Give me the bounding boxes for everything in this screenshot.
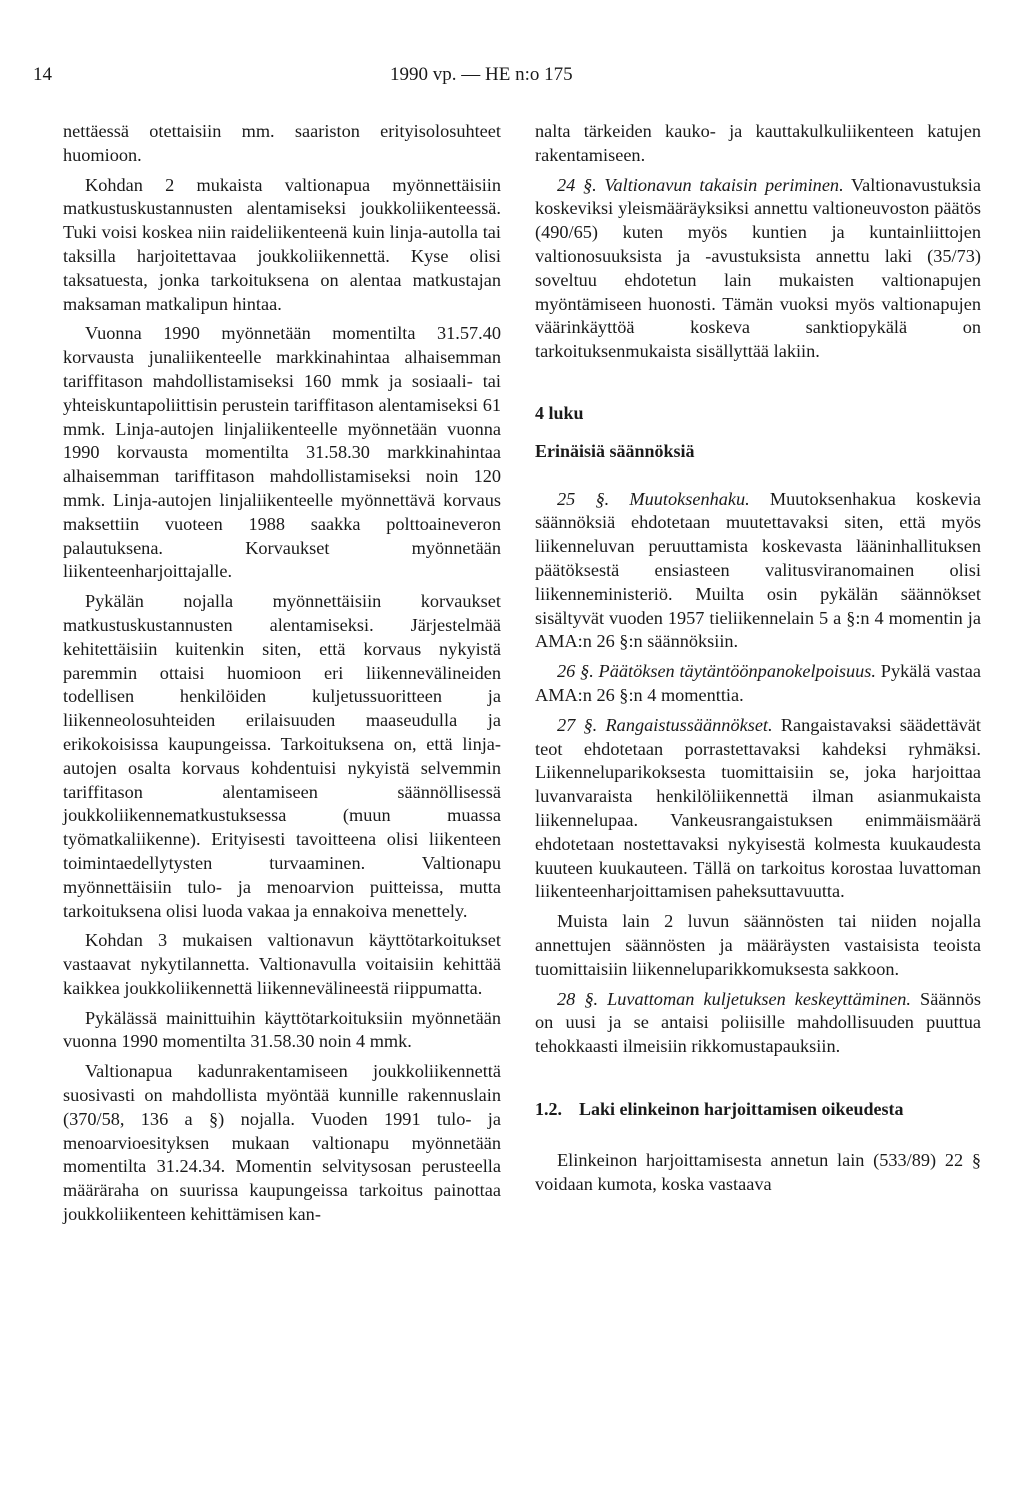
- paragraph-text: Kohdan 2 mukaista valtionapua myönnettäisiin matkustuskustannusten alentamiseksi joukkoliikenteessä. Tuki voisi koskea niin raideliikenteenä kuin linja-autolla tai taksilla harjoitettavaa joukkoliikennettä. Kyse olisi taksatuesta, jonka tarkoituksena on alentaa matkustajan maksaman matkalipun hintaa.: [63, 174, 501, 314]
- paragraph-text: Valtionavustuksia koskeviksi yleismääräyksiksi annettu valtioneuvoston päätös (490/65) kuten myös kuntien ja kuntainliittojen valtionosuuksista ja -avustuksista annettu laki (35/73) soveltuu ehdotetun lain mukaisten valtionapujen myöntämiseen huonosti. Tämän vuoksi myös valtionapujen väärinkäyttöä koskeva sanktiopykälä on tarkoituksenmukaista sisällyttää lakiin.: [535, 174, 981, 362]
- subsection-number: 1.2.: [535, 1098, 562, 1119]
- page-number: 14: [33, 64, 52, 85]
- paragraph: [63, 322, 501, 584]
- paragraph-text: Rangaistavaksi säädettävät teot ehdotetaan porrastettavaksi kahdeksi ryhmäksi. Liikenneluparikoksesta tuomittaisiin se, joka harjoittaa luvanvaraista henkilöliikennettä ilman asianmukaista liikennelupaa. Vankeusrangaistuksen enimmäismäärä ehdotetaan nostettavaksi nykyisestä kolmesta kuukaudesta kuuteen kuukauteen. Tällä on tarkoitus korostaa luvattoman liikenteenharjoittamisen paheksuttavuutta.: [535, 714, 981, 902]
- paragraph-text: nettäessä otettaisiin mm. saariston erityisolosuhteet huomioon.: [63, 121, 501, 165]
- section-heading: 24 §. Valtionavun takaisin periminen.: [557, 174, 844, 195]
- paragraph: [63, 929, 501, 1000]
- right-intro: [535, 120, 981, 364]
- paragraph: [535, 1149, 981, 1197]
- paragraph-text: Kohdan 3 mukaisen valtionavun käyttötarkoitukset vastaavat nykytilannetta. Valtionavulla voitaisiin kehittää kaikkea joukkoliikennettä liikennevälineestä riippumatta.: [63, 930, 501, 998]
- paragraph-text: Pykälän nojalla myönnettäisiin korvaukset matkustuskustannusten alentamiseksi. Järjestelmää kehitettäisiin kuitenkin siten, että korvaus nykyistä paremmin ottaisi huomioon eri liikennevälineiden todellisen henkilöiden kuljetussuoritteen ja liikenneolosuhteiden erilaisuuden maaseudulla ja erikokoisissa kaupungeissa. Tarkoituksena on, että linja-autojen osalta korvaus kohdentuisi nykyistä selvemmin tariffitason alentamiseen säännöllisessä joukkoliikennematkustuksessa (muun muassa työmatkaliikenne). Erityisesti tavoitteena olisi liikenteen toimintaedellytysten turvaaminen. Valtionapu myönnettäisiin tulo- ja menoarvion puitteissa, mutta tarkoituksena olisi luoda vakaa ja ennakoiva menettely.: [63, 591, 501, 921]
- paragraph-text: Elinkeinon harjoittamisesta annetun lain (533/89) 22 § voidaan kumota, koska vastaava: [535, 1149, 981, 1194]
- paragraph: [63, 1060, 501, 1227]
- right-closing: [535, 1149, 981, 1197]
- paragraph: [63, 120, 501, 168]
- paragraph-text: Pykälässä mainittuihin käyttötarkoituksiin myönnetään vuonna 1990 momentilta 31.58.30 noin 4 mmk.: [63, 1007, 501, 1052]
- paragraph-text: Vuonna 1990 myönnetään momentilta 31.57.40 korvausta junaliikenteelle markkinahintaa alhaisemman tariffitason mahdollistamiseksi 160 mmk ja sosiaali- tai yhteiskuntapoliittisin perustein tariffitason alentamiseksi 61 mmk. Linja-autojen linjaliikenteelle myönnetään vuonna 1990 korvausta momentilta 31.58.30 markkinahintaa alhaisemman tariffitason mahdollistamiseksi noin 120 mmk. Linja-autojen linjaliikenteelle myönnettävä korvaus maksettiin vuoteen 1988 saakka polttoaineveron palautuksena. Korvaukset myönnetään liikenteenharjoittajalle.: [63, 323, 501, 582]
- paragraph: [535, 660, 981, 708]
- paragraph: [63, 1007, 501, 1055]
- right-sections: [535, 488, 981, 1059]
- paragraph-text: Säännös on uusi ja se antaisi poliisille mahdollisuuden puuttua tehokkaasti ilmeisiin rikkomustapauksiin.: [535, 988, 981, 1057]
- paragraph: [535, 488, 981, 655]
- paragraph: [63, 590, 501, 923]
- paragraph: [535, 910, 981, 981]
- running-title: 1990 vp. — HE n:o 175: [390, 64, 573, 85]
- chapter-title: Erinäisiä säännöksiä: [535, 440, 695, 461]
- section-heading: 28 §. Luvattoman kuljetuksen keskeyttäminen.: [557, 988, 911, 1009]
- paragraph: [535, 120, 981, 168]
- paragraph-text: Muutoksenhakua koskevia säännöksiä ehdotetaan muutettavaksi siten, että myös liikenneluvan peruuttamista koskevasta lääninhallituksen päätöksestä ensiasteen valitusviranomainen olisi liikenneministeriö. Muilta osin pykälän säännökset sisältyvät vuoden 1957 tieliikennelain 5 a §:n 4 momentin ja AMA:n 26 §:n säännöksiin.: [535, 488, 981, 652]
- paragraph-text: nalta tärkeiden kauko- ja kauttakulkuliikenteen katujen rakentamiseen.: [535, 121, 981, 165]
- paragraph-text: Pykälä vastaa AMA:n 26 §:n 4 momenttia.: [535, 661, 981, 705]
- section-heading: 27 §. Rangaistussäännökset.: [557, 714, 773, 735]
- chapter-number: 4 luku: [535, 402, 584, 423]
- right-column: [535, 120, 981, 1202]
- subsection-heading: [535, 1097, 981, 1121]
- section-heading: 25 §. Muutoksenhaku.: [557, 488, 750, 509]
- paragraph-text: Muista lain 2 luvun säännösten tai niiden nojalla annettujen säännösten ja määräysten vastaisista teoista tuomittaisiin liikenneluparikkomuksesta sakkoon.: [535, 911, 981, 979]
- page-header: [0, 64, 1024, 94]
- subsection-title: Laki elinkeinon harjoittamisen oikeudesta: [579, 1098, 904, 1119]
- paragraph-text: Valtionapua kadunrakentamiseen joukkoliikennettä suosivasti on mahdollista myöntää kunnille rakennuslain (370/58, 136 a §) nojalla. Vuoden 1991 tulo- ja menoarvioesityksen mukaan valtionapu myönnetään momentilta 31.24.34. Momentin selvitysosan perusteella määräraha on suurissa kaupungeissa tarkoitus painottaa joukkoliikenteen kehittämisen kan-: [63, 1061, 501, 1225]
- paragraph: [535, 714, 981, 904]
- paragraph: [535, 174, 981, 364]
- left-column: [63, 120, 501, 1233]
- paragraph: [63, 174, 501, 317]
- paragraph: [535, 988, 981, 1059]
- section-heading: 26 §. Päätöksen täytäntöönpanokelpoisuus.: [557, 661, 876, 682]
